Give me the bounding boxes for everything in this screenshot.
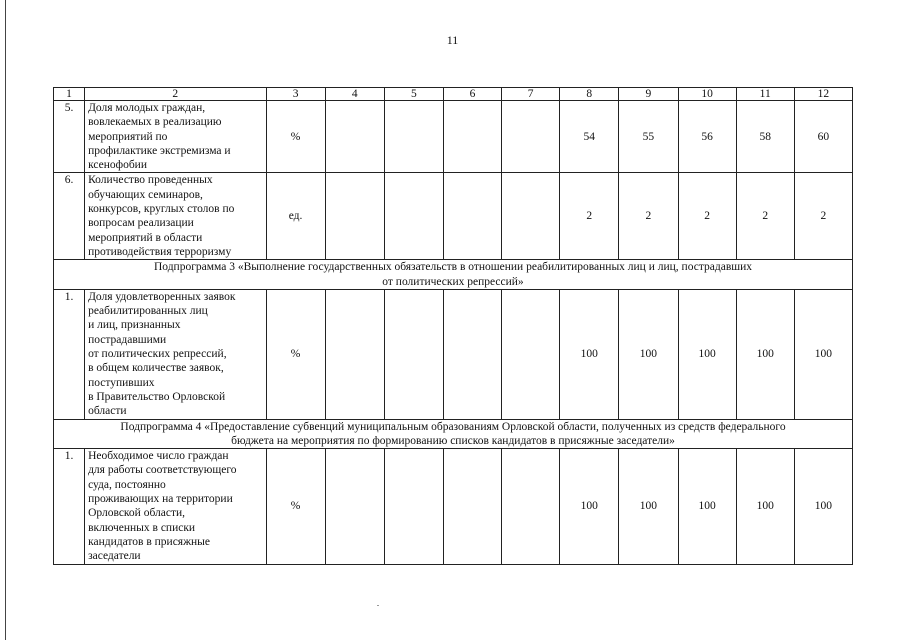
value-cell: 100 <box>678 449 736 564</box>
indicator-name-line: кандидатов в присяжные <box>88 535 211 548</box>
subprogram-title-line: бюджета на мероприятия по формированию списков кандидатов в присяжные заседатели» <box>231 434 675 447</box>
indicator-name-line: от политических репрессий, <box>88 348 227 361</box>
value-cell: 100 <box>736 289 794 419</box>
value-cell <box>443 101 501 173</box>
indicator-name-line: Орловской области, <box>88 507 186 520</box>
indicator-name-line: поступивших <box>88 376 155 389</box>
column-number-cell: 12 <box>794 88 852 101</box>
indicator-name-line: заседатели <box>88 550 141 563</box>
indicator-name-line: профилактике экстремизма и <box>88 144 231 157</box>
unit-cell: % <box>266 449 325 564</box>
value-cell: 60 <box>794 101 852 173</box>
indicator-name-line: противодействия терроризму <box>88 245 232 258</box>
value-cell <box>384 449 443 564</box>
table-row <box>54 101 853 173</box>
value-cell: 100 <box>619 289 678 419</box>
value-cell: 100 <box>619 449 678 564</box>
unit-cell: % <box>266 289 325 419</box>
indicator-name-line: вопросам реализации <box>88 217 194 230</box>
table-header-row <box>54 88 853 101</box>
value-cell <box>384 289 443 419</box>
column-number-cell: 6 <box>443 88 501 101</box>
subprogram-title-cell <box>54 419 853 449</box>
subprogram-title-line: Подпрограмма 4 «Предоставление субвенций муниципальным образованиям Орловской области, полученных из средств федерального <box>120 420 786 433</box>
indicator-name-line: Необходимое число граждан <box>88 450 229 463</box>
value-cell: 100 <box>560 449 619 564</box>
value-cell <box>384 101 443 173</box>
indicator-name-cell <box>85 289 266 419</box>
table-row <box>54 289 853 419</box>
indicator-name-line: мероприятий по <box>88 130 168 143</box>
subprogram-row <box>54 260 853 290</box>
indicator-name-cell <box>85 449 266 564</box>
subprogram-row <box>54 419 853 449</box>
row-number-cell: 6. <box>54 173 85 260</box>
value-cell <box>502 101 560 173</box>
column-number-cell: 11 <box>736 88 794 101</box>
value-cell: 2 <box>619 173 678 260</box>
value-cell: 100 <box>794 289 852 419</box>
value-cell <box>325 449 384 564</box>
column-number-cell: 8 <box>560 88 619 101</box>
indicator-name-line: и лиц, признанных <box>88 319 181 332</box>
indicator-name-line: реабилитированных лиц <box>88 305 208 318</box>
indicator-name-line: обучающих семинаров, <box>88 188 203 201</box>
value-cell: 100 <box>560 289 619 419</box>
indicator-name-line: Доля удовлетворенных заявок <box>88 290 236 303</box>
value-cell: 2 <box>794 173 852 260</box>
row-number-cell: 1. <box>54 449 85 564</box>
value-cell: 54 <box>560 101 619 173</box>
value-cell <box>443 289 501 419</box>
value-cell <box>443 173 501 260</box>
value-cell: 2 <box>736 173 794 260</box>
column-number-cell: 1 <box>54 88 85 101</box>
value-cell <box>502 173 560 260</box>
indicator-name-line: мероприятий в области <box>88 231 203 244</box>
unit-cell: % <box>266 101 325 173</box>
column-number-cell: 10 <box>678 88 736 101</box>
table-row <box>54 173 853 260</box>
row-number-cell: 5. <box>54 101 85 173</box>
indicator-name-line: пострадавшими <box>88 333 167 346</box>
indicator-name-line: ксенофобии <box>88 159 147 172</box>
value-cell: 55 <box>619 101 678 173</box>
column-number-cell: 5 <box>384 88 443 101</box>
indicator-name-line: для работы соответствующего <box>88 464 237 477</box>
value-cell <box>325 289 384 419</box>
indicator-name-line: включенных в списки <box>88 521 196 534</box>
value-cell <box>325 173 384 260</box>
scan-speck <box>377 605 379 606</box>
value-cell: 2 <box>560 173 619 260</box>
column-number-cell: 7 <box>502 88 560 101</box>
column-number-cell: 2 <box>85 88 266 101</box>
indicator-name-line: Доля молодых граждан, <box>88 102 206 114</box>
indicator-name-line: суда, постоянно <box>88 478 166 491</box>
row-number-cell: 1. <box>54 289 85 419</box>
value-cell <box>502 449 560 564</box>
value-cell: 100 <box>678 289 736 419</box>
indicator-name-line: в Правительство Орловской <box>88 390 226 403</box>
column-number-cell: 3 <box>266 88 325 101</box>
page-number: 11 <box>446 33 459 47</box>
value-cell: 100 <box>736 449 794 564</box>
value-cell: 56 <box>678 101 736 173</box>
indicator-name-line: в общем количестве заявок, <box>88 362 224 375</box>
page-edge-rule <box>5 0 6 640</box>
column-number-cell: 4 <box>325 88 384 101</box>
indicator-name-line: Количество проведенных <box>88 174 213 187</box>
column-number-cell: 9 <box>619 88 678 101</box>
subprogram-title-line: от политических репрессий» <box>382 275 524 288</box>
value-cell <box>443 449 501 564</box>
subprogram-title-line: Подпрограмма 3 «Выполнение государственных обязательств в отношении реабилитированных лиц и лиц, пострадавших <box>153 261 753 274</box>
indicator-name-line: вовлекаемых в реализацию <box>88 116 222 129</box>
indicator-name-line: конкурсов, круглых столов по <box>88 203 235 216</box>
value-cell <box>325 101 384 173</box>
indicator-name-line: области <box>88 405 127 418</box>
value-cell <box>384 173 443 260</box>
table-row <box>54 449 853 564</box>
indicators-table <box>53 87 853 565</box>
value-cell: 100 <box>794 449 852 564</box>
value-cell: 58 <box>736 101 794 173</box>
value-cell <box>502 289 560 419</box>
indicator-name-cell <box>85 101 266 173</box>
subprogram-title-cell <box>54 260 853 290</box>
indicator-name-line: проживающих на территории <box>88 493 233 506</box>
value-cell: 2 <box>678 173 736 260</box>
unit-cell: ед. <box>266 173 325 260</box>
indicator-name-cell <box>85 173 266 260</box>
